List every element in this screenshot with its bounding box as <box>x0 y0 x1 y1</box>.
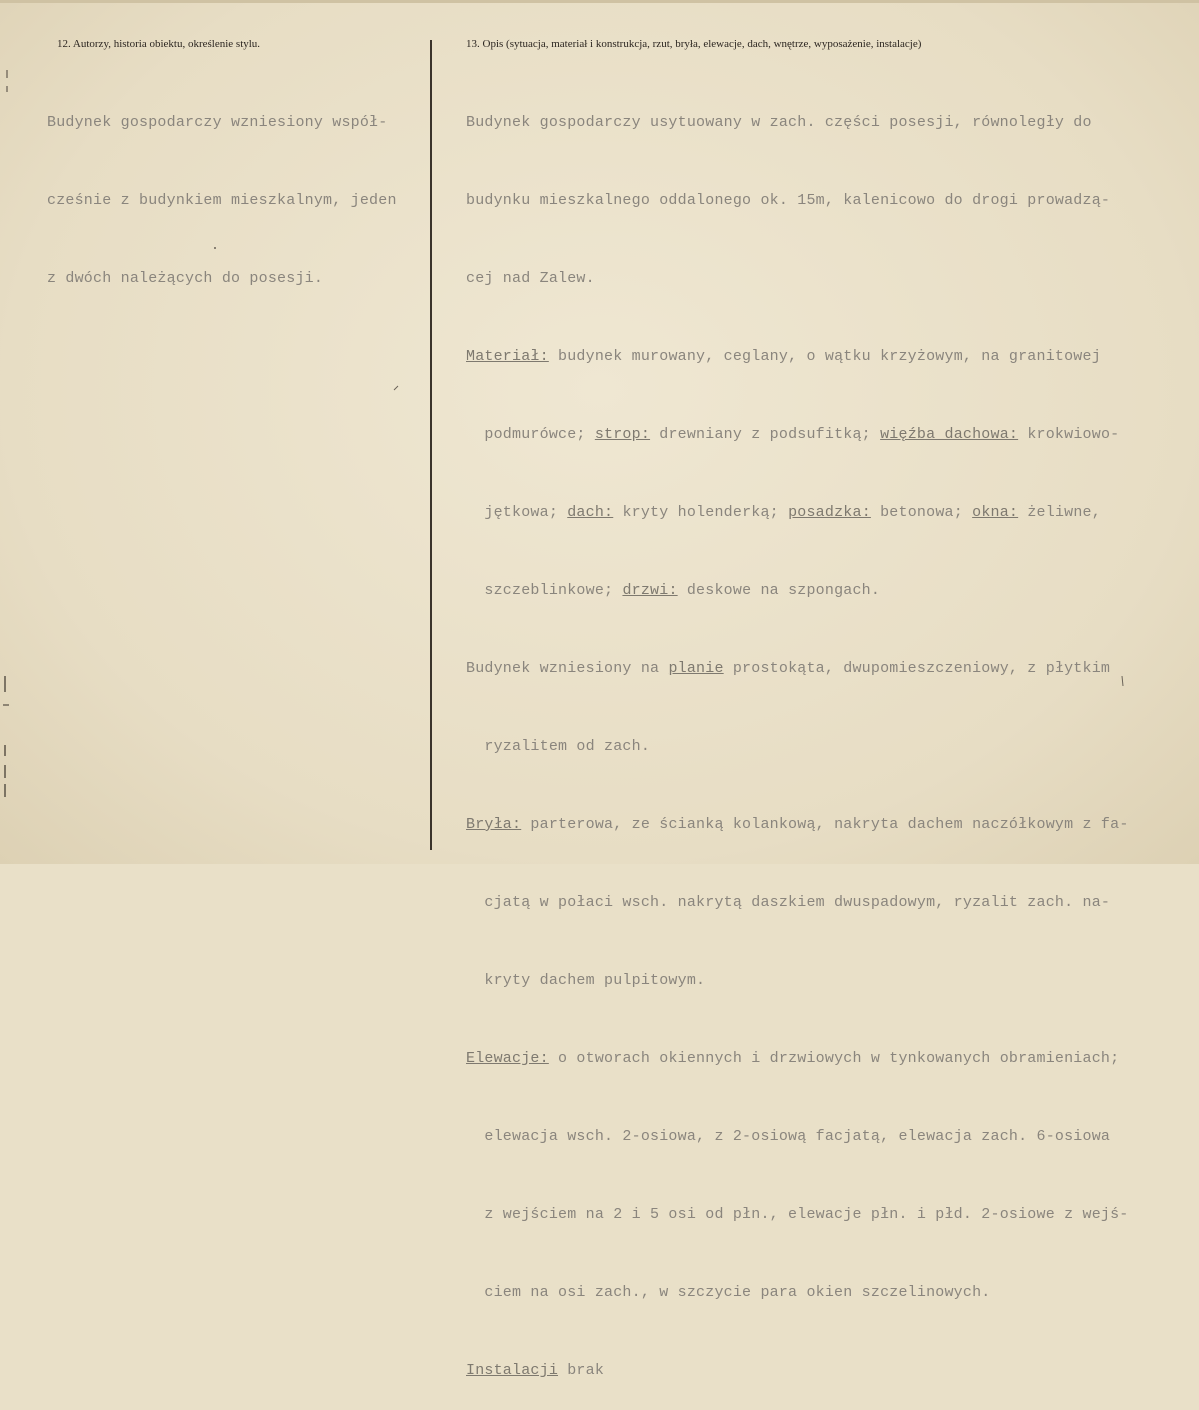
section-13-line <box>466 734 1129 760</box>
section-13-line <box>466 1358 1129 1384</box>
section-13-line <box>466 1124 1129 1150</box>
text-fragment: drewniany z podsufitką; <box>650 426 881 443</box>
text-fragment: krokwiowo- <box>1018 426 1120 443</box>
label-posadzka: posadzka: <box>788 504 871 521</box>
text-fragment: jętkowa; <box>484 504 568 521</box>
label-bryla: Bryła: <box>466 816 522 833</box>
text-fragment: żeliwne, <box>1018 504 1101 521</box>
section-13-header: 13. Opis (sytuacja, materiał i konstrukcja, rzut, bryła, elewacje, dach, wnętrze, wyposażenie, instalacje) <box>466 38 922 50</box>
section-12-line: Budynek gospodarczy wzniesiony współ- <box>47 114 388 131</box>
section-13-line <box>466 968 1129 994</box>
text-fragment: Budynek wzniesiony na <box>466 660 669 677</box>
text-fragment: budynek murowany, ceglany, o wątku krzyżowym, na granitowej <box>548 348 1101 365</box>
section-13-line <box>466 812 1129 838</box>
section-13-line <box>466 500 1129 526</box>
section-13-line <box>466 1202 1129 1228</box>
section-13-line <box>466 188 1129 214</box>
text-fragment: ciem na osi zach., w szczycie para okien szczelinowych. <box>484 1284 991 1301</box>
text-fragment: betonowa; <box>870 504 973 521</box>
label-wiezba: więźba dachowa: <box>880 426 1019 443</box>
text-fragment: o otworach okiennych i drzwiowych w tynkowanych obramieniach; <box>548 1050 1120 1067</box>
section-12-line: z dwóch należących do posesji. <box>47 270 324 287</box>
paper-edge <box>0 0 1199 3</box>
text-fragment: z wejściem na 2 i 5 osi od płn., elewacje płn. i płd. 2-osiowe z wejś- <box>484 1206 1129 1223</box>
section-13-line <box>466 578 1129 604</box>
section-13-text <box>466 58 1129 1410</box>
text-fragment: cjatą w połaci wsch. nakrytą daszkiem dwuspadowym, ryzalit zach. na- <box>484 894 1111 911</box>
label-strop: strop: <box>594 426 651 443</box>
section-13-line <box>466 110 1129 136</box>
text-fragment: cej nad Zalew. <box>466 270 595 287</box>
text-fragment: podmurówce; <box>484 426 595 443</box>
label-material: Materiał: <box>466 348 549 365</box>
text-fragment: Budynek gospodarczy usytuowany w zach. części posesji, równoległy do <box>466 114 1092 131</box>
section-13-line <box>466 1280 1129 1306</box>
label-drzwi: drzwi: <box>622 582 678 599</box>
section-12-header: 12. Autorzy, historia obiektu, określenie stylu. <box>57 38 261 50</box>
section-13-line <box>466 1046 1129 1072</box>
section-13-line <box>466 422 1129 448</box>
text-fragment: brak <box>558 1362 605 1379</box>
section-12-text <box>47 58 397 318</box>
section-13-line <box>466 890 1129 916</box>
label-dach: dach: <box>567 504 614 521</box>
text-fragment: deskowe na szpongach. <box>677 582 881 599</box>
label-planie: planie <box>668 660 724 677</box>
column-divider <box>430 40 432 850</box>
text-fragment: kryty holenderką; <box>613 504 789 521</box>
label-okna: okna: <box>972 504 1019 521</box>
text-fragment: kryty dachem pulpitowym. <box>484 972 706 989</box>
section-12-line: cześnie z budynkiem mieszkalnym, jeden <box>47 192 397 209</box>
text-fragment: budynku mieszkalnego oddalonego ok. 15m, kalenicowo do drogi prowadzą- <box>466 192 1111 209</box>
text-fragment: ryzalitem od zach. <box>484 738 651 755</box>
text-fragment: szczeblinkowe; <box>484 582 623 599</box>
text-fragment: parterowa, ze ścianką kolankową, nakryta dachem naczółkowym z fa- <box>521 816 1129 833</box>
text-fragment: elewacja wsch. 2-osiowa, z 2-osiową facjatą, elewacja zach. 6-osiowa <box>484 1128 1111 1145</box>
text-fragment: prostokąta, dwupomieszczeniowy, z płytkim <box>723 660 1111 677</box>
label-instalacji: Instalacji <box>466 1362 559 1379</box>
section-13-line <box>466 266 1129 292</box>
label-elewacje: Elewacje: <box>466 1050 549 1067</box>
section-13-line <box>466 656 1129 682</box>
section-13-line <box>466 344 1129 370</box>
